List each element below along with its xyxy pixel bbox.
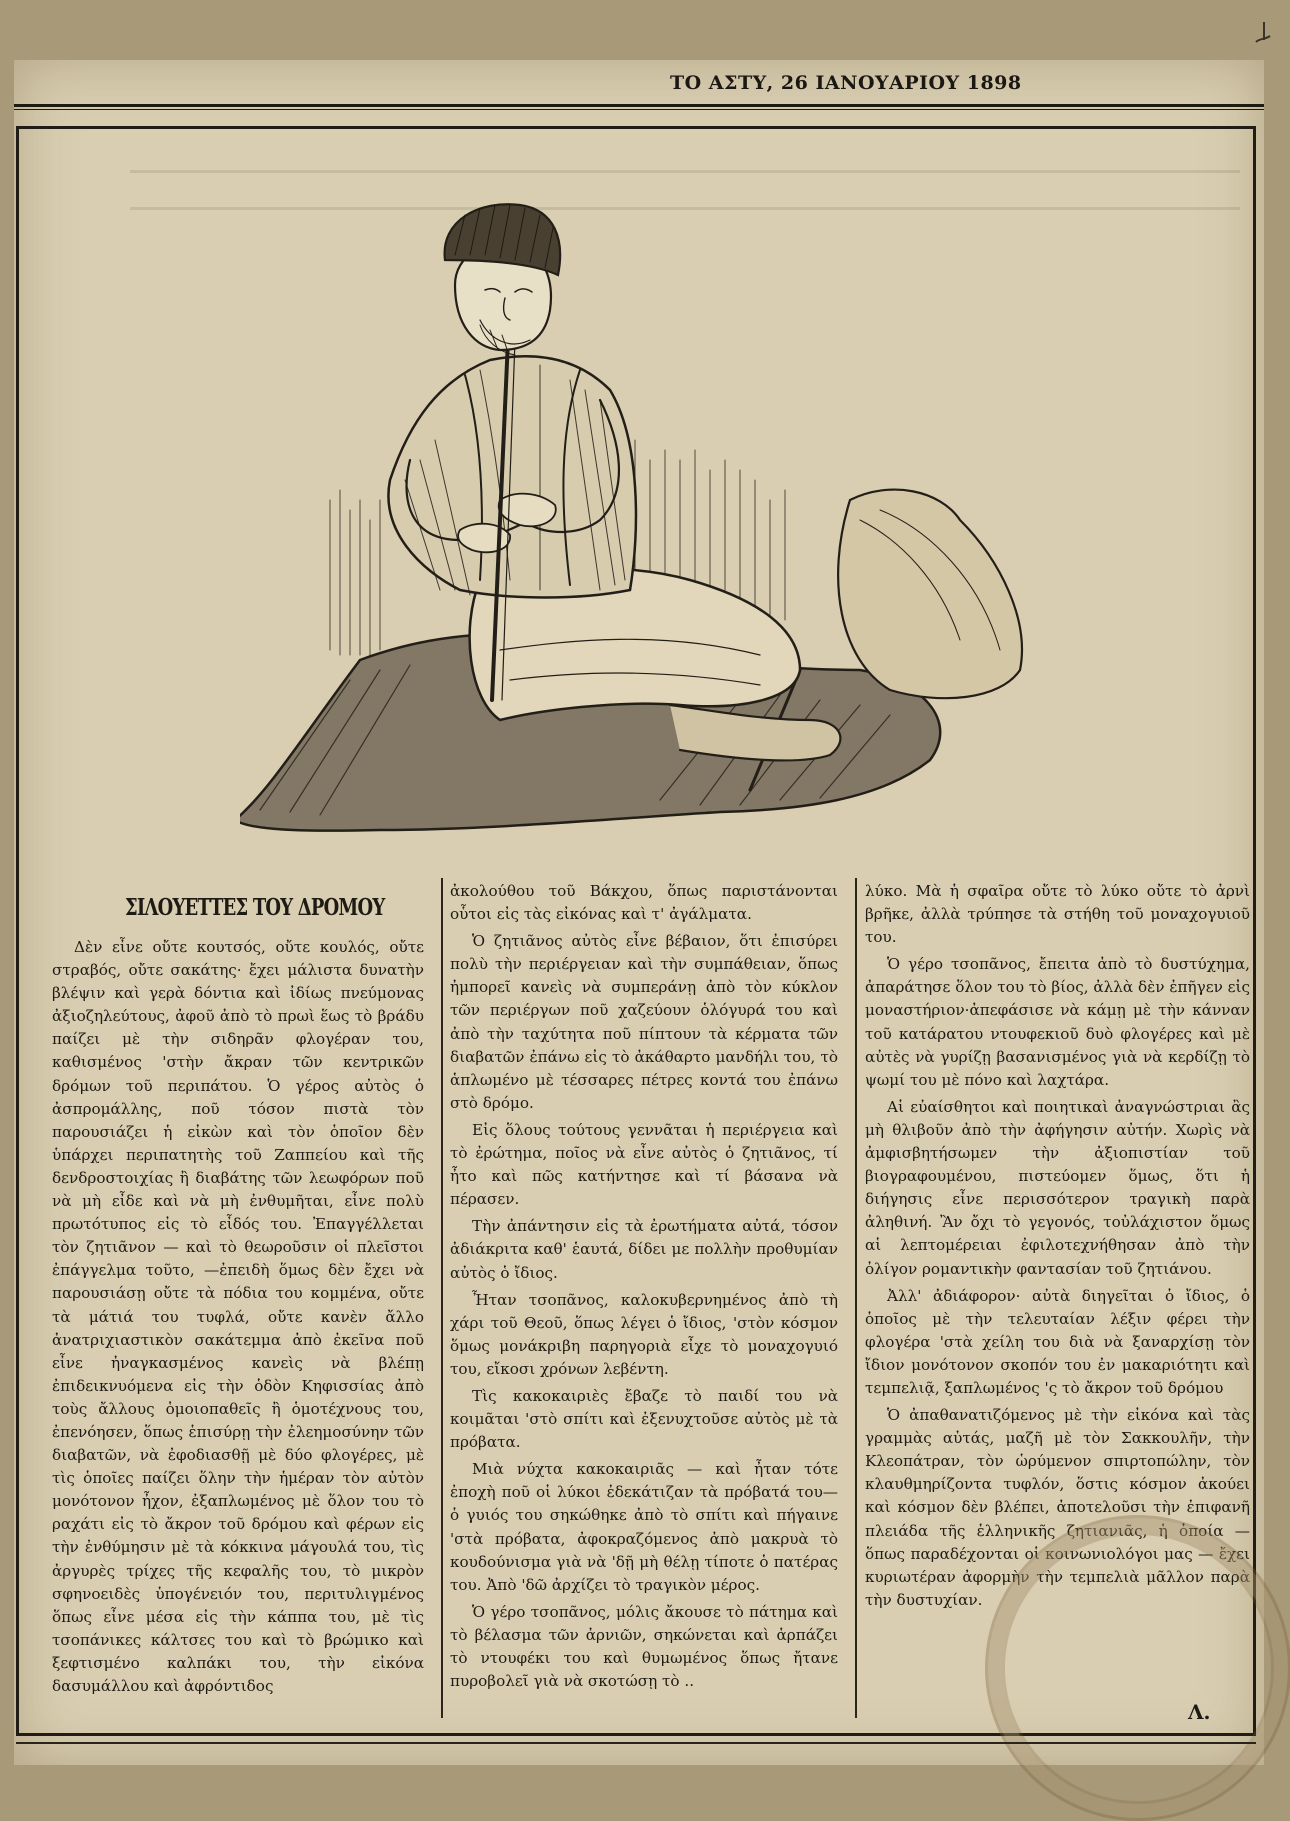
shepherd-illustration bbox=[240, 200, 1090, 840]
paragraph: Ἀλλ' ἀδιάφορον· αὐτὰ διηγεῖται ὁ ἴδιος, ὁ ὁποῖος μὲ τὴν τελευταίαν λέξιν φέρει τὴν φλογέρα 'στὰ χείλη του διὰ νὰ ξαναρχίσῃ τὸν ἴδιον μονότονον σκοπόν του ἐν μακαριότητι καὶ τεμπελιᾷ, ξαπλωμένος 'ς τὸ ἄκρον τοῦ δρόμου bbox=[865, 1286, 1250, 1397]
article-column-1 bbox=[52, 880, 424, 1702]
column-divider-1 bbox=[441, 878, 443, 1718]
paragraph: Μιὰ νύχτα κακοκαιριᾶς — καὶ ἦταν τότε ἐποχὴ ποῦ οἱ λύκοι ἐδεκάτιζαν τὰ πρόβατά του—ὁ γυιός του σηκώθηκε ἀπὸ τὸ σπίτι καὶ πήγαινε 'στὰ πρόβατα, ἀφοκραζόμενος ἀπὸ μακρυὰ τὸ κουδούνισμα γιὰ νὰ 'δῇ μὴ θέλῃ τίποτε ὁ πατέρας του. Ἀπὸ 'δῶ ἀρχίζει τὸ τραγικὸν μέρος. bbox=[450, 1460, 838, 1594]
paragraph: Ἦταν τσοπᾶνος, καλοκυβερνημένος ἀπὸ τὴ χάρι τοῦ Θεοῦ, ὅπως λέγει ὁ ἴδιος, 'στὸν κόσμον ὅμως μονάκριβη παρηγοριὰ εἶχε τὸ μοναχογυιό του, εἴκοσι χρόνων λεβέντη. bbox=[450, 1290, 838, 1378]
paragraph: Τὴν ἀπάντησιν εἰς τὰ ἐρωτήματα αὐτά, τόσον ἀδιάκριτα καθ' ἑαυτά, δίδει με πολλὴν προθυμίαν αὐτὸς ὁ ἴδιος. bbox=[450, 1217, 838, 1282]
column-divider-2 bbox=[855, 878, 857, 1718]
masthead: ΤΟ ΑΣΤΥ, 26 ΙΑΝΟΥΑΡΙΟΥ 1898 bbox=[670, 72, 1022, 94]
paragraph: Εἰς ὅλους τούτους γεννᾶται ἡ περιέργεια καὶ τὸ ἐρώτημα, ποῖος νὰ εἶνε αὐτὸς ὁ ζητιᾶνος, τί ἦτο καὶ πῶς κατήντησε καὶ τί βάσανα νὰ πέρασεν. bbox=[450, 1120, 838, 1209]
paragraph: Ὁ γέρο τσοπᾶνος, μόλις ἄκουσε τὸ πάτημα καὶ τὸ βέλασμα τῶν ἀρνιῶν, σηκώνεται καὶ ἁρπάζει τὸ ντουφέκι του καὶ θυμωμένος ὅπως ἤτανε πυροβολεῖ γιὰ νὰ σκοτώσῃ τὸ .. bbox=[450, 1602, 838, 1691]
article-title: ΣΙΛΟΥΕΤΤΕΣ ΤΟΥ ΔΡΟΜΟΥ bbox=[125, 894, 385, 921]
paragraph: ἀκολούθου τοῦ Βάκχου, ὅπως παριστάνονται οὗτοι εἰς τὰς εἰκόνας καὶ τ' ἀγάλματα. bbox=[450, 882, 838, 924]
paragraph: Αἱ εὐαίσθητοι καὶ ποιητικαὶ ἀναγνώστριαι ἂς μὴ θλιβοῦν ἀπὸ τὴν ἀφήγησιν αὐτήν. Χωρὶς νὰ ἀμφισβητήσωμεν τὴν ἀξιοπιστίαν τοῦ βιογραφουμένου, πιστεύομεν ὅμως, ὅτι ἡ διήγησις εἶνε περισσότερον τραγικὴ παρὰ ἀληθινή. Ἂν ὄχι τὸ γεγονός, τοὐλάχιστον ὅμως αἱ λεπτομέρειαι ἐφιλοτεχνήθησαν ἀπὸ τὴν ὀλίγον ρομαντικὴν φαντασίαν τοῦ ζητιάνου. bbox=[865, 1097, 1250, 1278]
library-seal-stamp bbox=[985, 1515, 1290, 1821]
paragraph: Τὶς κακοκαιριὲς ἔβαζε τὸ παιδί του νὰ κοιμᾶται 'στὸ σπίτι καὶ ἐξενυχτοῦσε αὐτὸς μὲ τὰ πρόβατα. bbox=[450, 1386, 838, 1452]
bottom-rule bbox=[16, 1742, 1256, 1744]
article-column-2 bbox=[450, 880, 838, 1697]
top-rule-thin bbox=[14, 109, 1264, 110]
paragraph: λύκο. Μὰ ἡ σφαῖρα οὔτε τὸ λύκο οὔτε τὸ ἀρνὶ βρῆκε, ἀλλὰ τρύπησε τὰ στήθη τοῦ μοναχογυιοῦ του. bbox=[865, 882, 1250, 947]
paragraph: Ὁ γέρο τσοπᾶνος, ἔπειτα ἀπὸ τὸ δυστύχημα, ἀπαράτησε ὅλον του τὸ βίος, ἀλλὰ δὲν ἐπῆγεν εἰς μοναστήριον·ἀπεφάσισε νὰ κάμῃ μὲ τὴν κάνναν τοῦ κατάρατου ντουφεκιοῦ δυὸ φλογέρες καὶ μὲ αὐτὲς νὰ γυρίζῃ βασανισμένος γιὰ νὰ κερδίζῃ τὸ ψωμί του μὲ πόνο καὶ λαχτάρα. bbox=[865, 955, 1250, 1089]
article-column-3 bbox=[865, 880, 1250, 1616]
top-rule bbox=[14, 104, 1264, 107]
pencil-mark-icon bbox=[1252, 18, 1274, 46]
paragraph: Ὁ ἀπαθανατιζόμενος μὲ τὴν εἰκόνα καὶ τὰς γραμμὰς αὐτάς, μαζῆ μὲ τὸν Σακκουλῆν, τὴν Κλεοπάτραν, τὸν ὡρύμενον σπιρτοπώλην, τὸν κλαυθμηρίζοντα τυφλόν, ὅστις κόσμον ἀκούει καὶ κόσμον δὲν βλέπει, ἀποτελοῦσι τὴν ἐπιφανῆ πλειάδα τῆς ἑλληνικῆς ζητιανιᾶς, ἡ ὁποία — ὅπως παραδέχονται οἱ κοινωνιολόγοι μας — ἔχει κυριωτέραν ἀφορμὴν τὴν τεμπελιὰ μᾶλλον παρὰ τὴν δυστυχίαν. bbox=[865, 1406, 1250, 1609]
paragraph: Δὲν εἶνε οὔτε κουτσός, οὔτε κουλός, οὔτε στραβός, οὔτε σακάτης· ἔχει μάλιστα δυνατὴν βλέψιν καὶ γερὰ δόντια καὶ ἰδίως πνεύμονας ἀξιοζηλεύτους, ἀφοῦ ἀπὸ τὸ πρωὶ ἕως τὸ βράδυ παίζει μὲ τὴν σιδηρᾶν φλογέραν του, καθισμένος 'στὴν ἄκραν τῶν κεντρικῶν δρόμων τοῦ περιπάτου. Ὁ γέρος αὐτὸς ὁ ἀσπρομάλλης, ποῦ τόσον πιστὰ τὸν παρουσιάζει ἡ εἰκὼν καὶ τὸν ὁποῖον δὲν ὑπάρχει περιπατητὴς τοῦ Ζαππείου καὶ τῆς δενδροστοιχίας ἢ διαβάτης τῶν λεωφόρων ποῦ νὰ μὴ εἶδε καὶ νὰ μὴ ἐνθυμῆται, εἶνε πολὺ πρωτότυπος εἰς τὸ εἶδός του. Ἐπαγγέλλεται τὸν ζητιᾶνον — καὶ τὸ θεωροῦσιν οἱ πλεῖστοι ἐπάγγελμα τοῦτο, —ἐπειδὴ ὅμως δὲν ἔχει νὰ παρουσιάσῃ οὔτε τὰ πόδια του κομμένα, οὔτε τὰ μάτιά του τυφλά, οὔτε κανὲν ἄλλο ἀνατριχιαστικὸν σακάτεμμα ἀπὸ ἐκεῖνα ποῦ εἶνε ἠναγκασμένος κανεὶς νὰ βλέπῃ ἐπιδεικνυόμενα εἰς τὴν ὁδὸν Κηφισσίας ἀπὸ τοὺς ἄλλους ὁμοιοπαθεῖς ἢ ὁμοτέχνους του, ἐπενόησεν, ὅπως ἑπισύρῃ τὴν ἐλεημοσύνην τῶν διαβατῶν, νὰ ἐφοδιασθῇ μὲ δύο φλογέρες, μὲ τὶς ὁποῖες παίζει ὅλην τὴν ἡμέραν τὸν αὐτὸν μονότονον ἦχον, ἐξαπλωμένος μὲ ὅλον του τὸ ραχάτι εἰς τὸ ἄκρον τοῦ δρόμου καὶ φέρων εἰς τὴν ἐνθύμησιν μὲ τὰ κόκκινα μάγουλά του, τὶς ἀργυρὲς τρίχες τῆς κεφαλῆς του, τὸ μικρὸν σφηνοειδὲς ὑπογένειόν του, περιτυλιγμένος ὅπως εἶνε μέσα εἰς τὴν κάππα του, μὲ τὶς τσοπάνικες κάλτσες του καὶ τὸ βρώμικο καὶ ξεφτισμένο καλπάκι του, τὴν εἰκόνα δασυμάλλου καὶ ἀφρόντιδος bbox=[52, 938, 424, 1695]
author-signature: Λ. bbox=[1188, 1700, 1211, 1724]
paragraph: Ὁ ζητιᾶνος αὐτὸς εἶνε βέβαιον, ὅτι ἐπισύρει πολὺ τὴν περιέργειαν καὶ τὴν συμπάθειαν, ὅπως ἠμπορεῖ κανεὶς νὰ συμπεράνῃ ἀπὸ τὸν κύκλον τῶν περιέργων ποῦ χαζεύουν ὁλόγυρά του καὶ ἀπὸ τὴν ταχύτητα ποῦ πίπτουν τὰ κέρματα τῶν διαβατῶν ἐπάνω εἰς τὸ ἀκάθαρτο μανδήλι του, τὸ ἁπλωμένο μὲ τέσσαρες πέτρες κοντά του ἐπάνω στὸ δρόμο. bbox=[450, 932, 838, 1112]
